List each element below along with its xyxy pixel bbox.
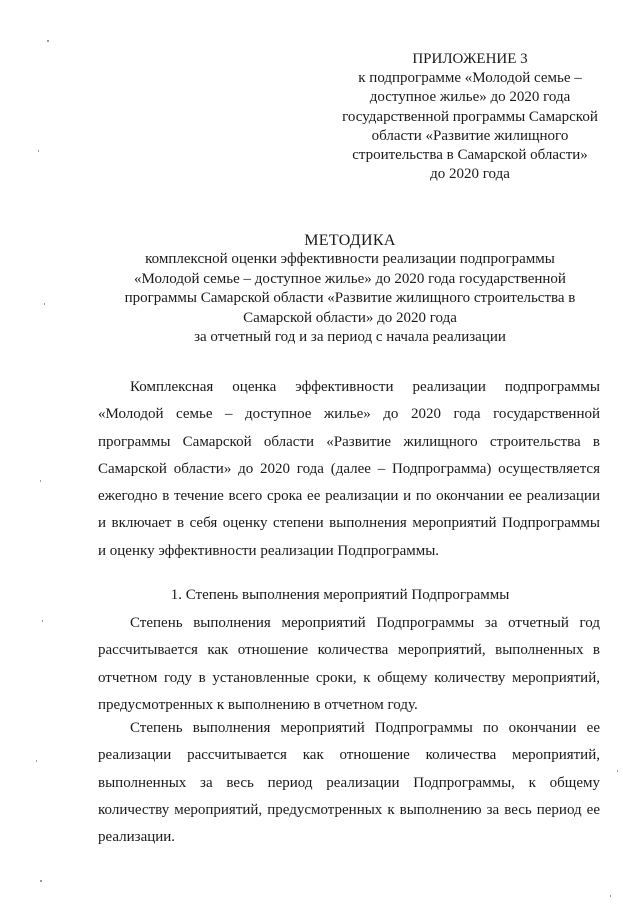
title-line: «Молодой семье – доступное жилье» до 2020 года государственной bbox=[134, 270, 566, 287]
paragraph-line: отчетном году в установленные сроки, к общему количеству мероприятий, bbox=[98, 669, 600, 686]
paragraph-line: реализации рассчитывается как отношение количества мероприятий, bbox=[98, 747, 600, 764]
paragraph-line: количеству мероприятий, предусмотренных к выполнению за весь период ее bbox=[98, 801, 600, 818]
paragraph-line: Степень выполнения мероприятий Подпрограммы за отчетный год bbox=[130, 615, 600, 631]
appendix-line: к подпрограмме «Молодой семье – bbox=[358, 70, 582, 87]
scan-speck bbox=[42, 620, 43, 622]
paragraph-line: Комплексная оценка эффективности реализации подпрограммы bbox=[130, 379, 600, 395]
title-line: Самарской области» до 2020 года bbox=[243, 309, 457, 326]
scan-speck bbox=[40, 880, 42, 882]
scan-speck bbox=[36, 760, 37, 762]
paragraph-line: рассчитывается как отношение количества мероприятий, выполненных в bbox=[98, 642, 600, 659]
appendix-line: государственной программы Самарской bbox=[342, 108, 598, 125]
section-heading: 1. Степень выполнения мероприятий Подпрограммы bbox=[170, 587, 510, 603]
title-heading: МЕТОДИКА bbox=[304, 232, 396, 249]
document-title bbox=[80, 231, 620, 347]
appendix-line: доступное жилье» до 2020 года bbox=[369, 89, 571, 106]
paragraph-line: и оценку эффективности реализации Подпрограммы. bbox=[98, 542, 440, 559]
scan-speck bbox=[47, 40, 49, 42]
appendix-line: ПРИЛОЖЕНИЕ 3 bbox=[412, 51, 528, 67]
appendix-line: строительства в Самарской области» bbox=[352, 147, 588, 164]
paragraph-line: Степень выполнения мероприятий Подпрограммы по окончании ее bbox=[130, 720, 600, 736]
paragraph-line: ежегодно в течение всего срока ее реализации и по окончании ее реализации bbox=[98, 488, 600, 505]
intro-paragraph bbox=[98, 374, 600, 565]
paragraph-line: Самарской области» до 2020 года (далее – Подпрограмма) осуществляется bbox=[98, 460, 600, 477]
scan-speck bbox=[610, 895, 611, 897]
appendix-line: до 2020 года bbox=[430, 166, 510, 183]
scan-speck bbox=[38, 150, 39, 152]
appendix-header bbox=[330, 50, 610, 184]
paragraph-line: выполненных за весь период реализации Подпрограммы, к общему bbox=[98, 774, 600, 791]
appendix-line: области «Развитие жилищного bbox=[371, 127, 569, 144]
paragraph-line: «Молодой семье – доступное жилье» до 2020 года государственной bbox=[98, 406, 600, 423]
paragraph-line: реализации. bbox=[98, 829, 176, 846]
section-paragraph-1 bbox=[98, 610, 600, 719]
paragraph-line: предусмотренных к выполнению в отчетном году. bbox=[98, 696, 418, 713]
paragraph-line: программы Самарской области «Развитие жилищного строительства в bbox=[98, 433, 600, 450]
paragraph-line: и включает в себя оценку степени выполнения мероприятий Подпрограммы bbox=[98, 515, 600, 532]
title-line: программы Самарской области «Развитие жилищного строительства в bbox=[124, 290, 576, 307]
scan-speck bbox=[44, 303, 45, 305]
scan-speck bbox=[617, 770, 618, 772]
title-line: комплексной оценки эффективности реализации подпрограммы bbox=[145, 251, 555, 268]
scan-speck bbox=[40, 480, 41, 482]
section-paragraph-2 bbox=[98, 715, 600, 851]
title-line: за отчетный год и за период с начала реализации bbox=[194, 329, 506, 346]
